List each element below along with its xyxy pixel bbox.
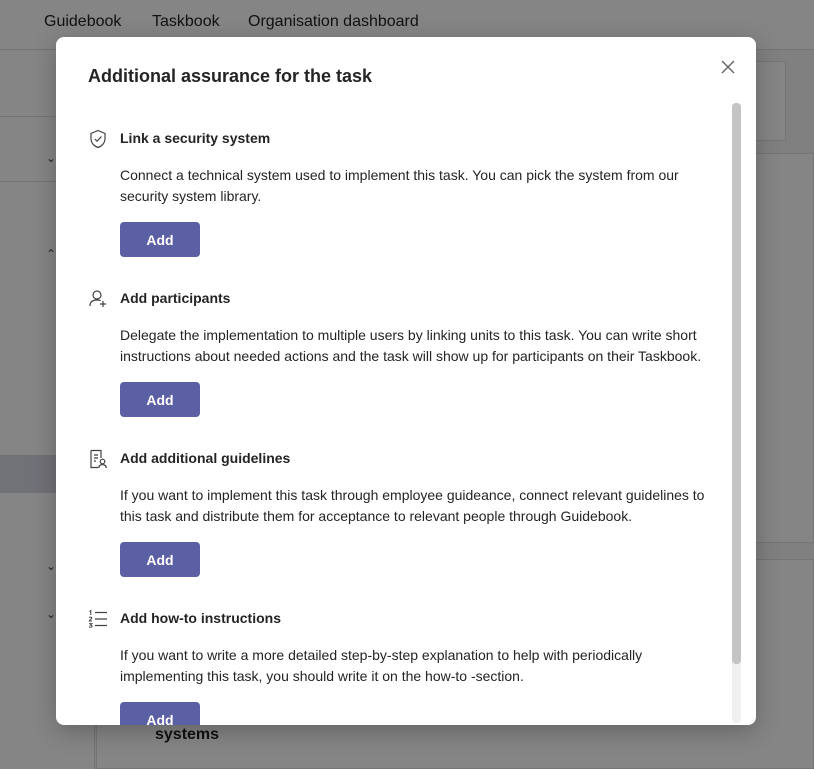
close-icon [721,60,735,74]
dialog-title: Additional assurance for the task [88,66,373,86]
section-description: Connect a technical system used to implement this task. You can pick the system from our security system library. [120,167,679,204]
section-heading: Add additional guidelines [120,450,291,466]
add-how-to-button[interactable]: Add [120,702,200,725]
nav-organisation-dashboard[interactable]: Organisation dashboard [248,13,419,30]
section-heading: Link a security system [120,130,271,146]
chevron-down-icon[interactable]: ⌄ [46,607,57,621]
background-systems-label: systems [155,726,220,743]
chevron-down-icon[interactable]: ⌄ [46,559,57,573]
section-description: If you want to write a more detailed step-by-step explanation to help with periodically implementing this task, you should write it on the how-to -section. [120,647,643,684]
add-guidelines-button[interactable]: Add [120,542,200,577]
scrollbar-thumb[interactable] [732,103,741,664]
dialog-scroll-area[interactable] [56,103,756,725]
chevron-down-icon[interactable]: ⌄ [46,151,57,165]
numbered-list-icon [88,609,108,629]
add-security-system-button[interactable]: Add [120,222,200,257]
section-description: Delegate the implementation to multiple users by linking units to this task. You can write short instructions about needed actions and the task will show up for participants on their Taskbook. [120,327,702,364]
section-heading: Add how-to instructions [120,610,281,626]
close-button[interactable] [716,55,740,79]
add-participants-button[interactable]: Add [120,382,200,417]
additional-assurance-dialog [56,37,756,725]
chevron-up-icon[interactable]: ⌃ [46,247,57,261]
section-description: If you want to implement this task through employee guideance, connect relevant guidelines to this task and distribute them for acceptance to relevant people through Guidebook. [120,487,705,524]
shield-check-icon [88,129,108,149]
nav-taskbook[interactable]: Taskbook [152,13,220,30]
nav-guidebook[interactable]: Guidebook [44,13,122,30]
section-heading: Add participants [120,290,231,306]
document-person-icon [88,449,108,469]
person-add-icon [88,289,108,309]
